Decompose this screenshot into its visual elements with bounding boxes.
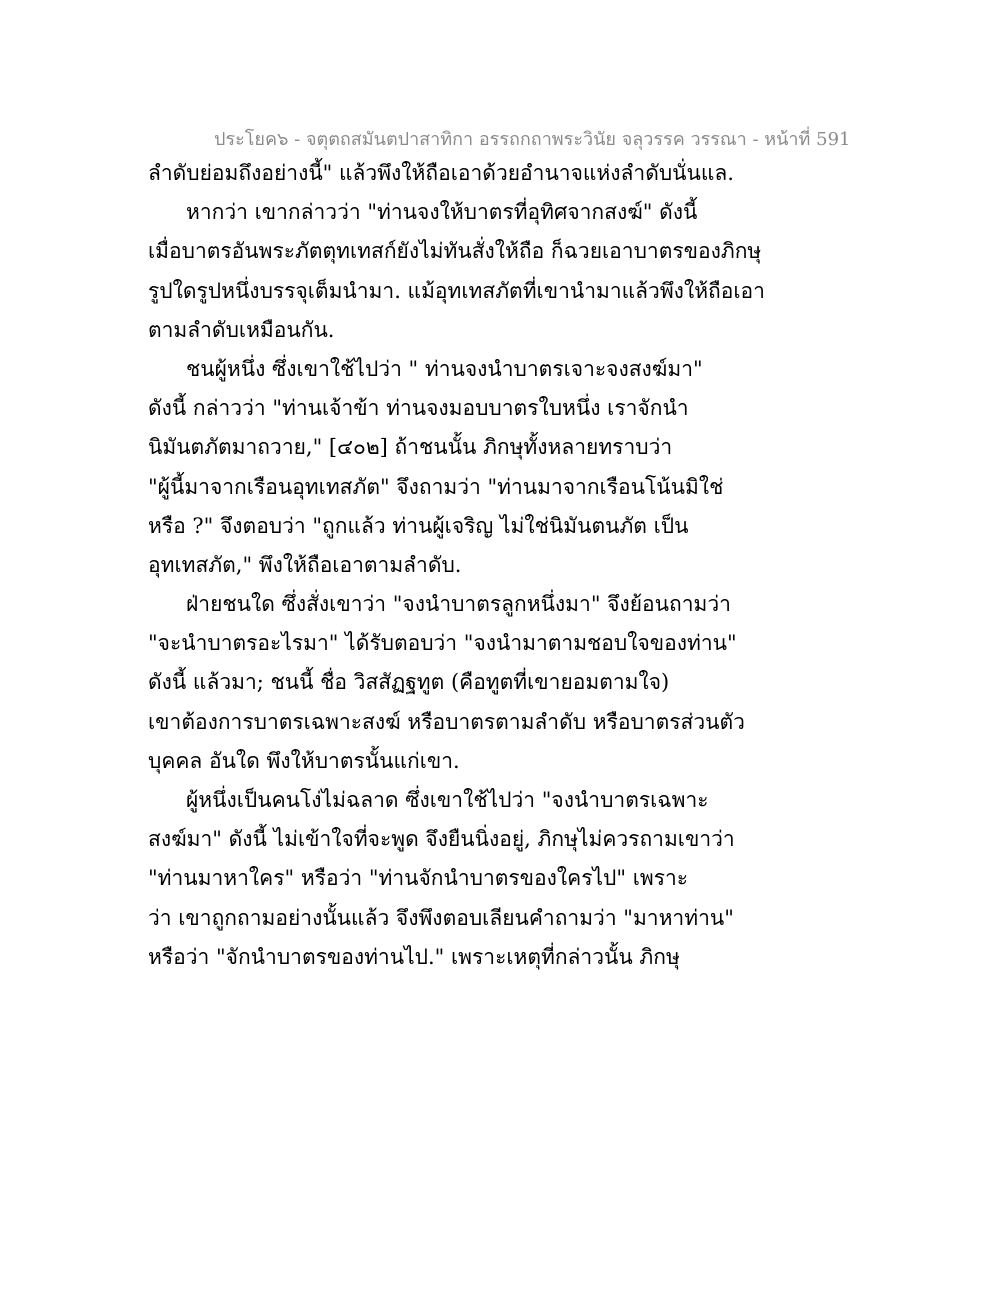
text-line: นิมันตภัตมาถวาย," [๔๐๒] ถ้าชนนั้น ภิกษุทั้งหลายทราบว่า xyxy=(148,435,673,460)
text-line: เขาต้องการบาตรเฉพาะสงฆ์ หรือบาตรตามลำดับ หรือบาตรส่วนตัว xyxy=(148,709,745,734)
text-line: ว่า เขาถูกถามอย่างนั้นแล้ว จึงพึงตอบเลียนคำถามว่า "มาหาท่าน" xyxy=(148,905,734,930)
text-line: หากว่า เขากล่าวว่า "ท่านจงให้บาตรที่อุทิศจากสงฆ์" ดังนี้ xyxy=(186,200,698,225)
text-line: ฝ่ายชนใด ซึ่งสั่งเขาว่า "จงนำบาตรลูกหนึ่งมา" จึงย้อนถามว่า xyxy=(186,592,731,617)
text-line: รูปใดรูปหนึ่งบรรจุเต็มนำมา. แม้อุทเทสภัตที่เขานำมาแล้วพึงให้ถือเอา xyxy=(148,278,765,303)
text-line: ดังนี้ แล้วมา; ชนนี้ ชื่อ วิสสัฏฐทูต (คือทูตที่เขายอมตามใจ) xyxy=(148,670,670,695)
text-line: หรือ ?" จึงตอบว่า "ถูกแล้ว ท่านผู้เจริญ ไม่ใช่นิมันตนภัต เป็น xyxy=(148,513,689,538)
text-line: บุคคล อันใด พึงให้บาตรนั้นแก่เขา. xyxy=(148,748,460,773)
body-text xyxy=(148,154,765,977)
text-line: "ผู้นี้มาจากเรือนอุทเทสภัต" จึงถามว่า "ท่านมาจากเรือนโน้นมิใช่ xyxy=(148,474,724,499)
text-line: อุทเทสภัต," พึงให้ถือเอาตามลำดับ. xyxy=(148,552,462,577)
text-line: เมื่อบาตรอันพระภัตตุทเทสก์ยังไม่ทันสั่งให้ถือ ก็ฉวยเอาบาตรของภิกษุ xyxy=(148,239,762,264)
text-line: ลำดับย่อมถึงอย่างนี้" แล้วพึงให้ถือเอาด้วยอำนาจแห่งลำดับนั่นแล. xyxy=(148,161,734,185)
text-line: ตามลำดับเหมือนกัน. xyxy=(148,317,335,342)
page-header: ประโยค๖ - จตุตถสมันตปาสาทิกา อรรถกถาพระวินัย จลุวรรค วรรณา - หน้าที่ 591 xyxy=(214,129,851,150)
text-line: ดังนี้ กล่าวว่า "ท่านเจ้าข้า ท่านจงมอบบาตรใบหนึ่ง เราจักนำ xyxy=(148,396,689,421)
text-line: ผู้หนึ่งเป็นคนโง่ไม่ฉลาด ซึ่งเขาใช้ไปว่า "จงนำบาตรเฉพาะ xyxy=(186,788,709,812)
text-line: สงฆ์มา" ดังนี้ ไม่เข้าใจที่จะพูด จึงยืนนิ่งอยู่, ภิกษุไม่ควรถามเขาว่า xyxy=(148,827,735,852)
text-line: ชนผู้หนึ่ง ซึ่งเขาใช้ไปว่า " ท่านจงนำบาตรเจาะจงสงฆ์มา" xyxy=(186,356,703,381)
text-line: "จะนำบาตรอะไรมา" ได้รับตอบว่า "จงนำมาตามชอบใจของท่าน" xyxy=(148,631,737,656)
text-line: หรือว่า "จักนำบาตรของท่านไป." เพราะเหตุที่กล่าวนั้น ภิกษุ xyxy=(148,944,680,969)
text-line: "ท่านมาหาใคร" หรือว่า "ท่านจักนำบาตรของใครไป" เพราะ xyxy=(148,866,689,891)
